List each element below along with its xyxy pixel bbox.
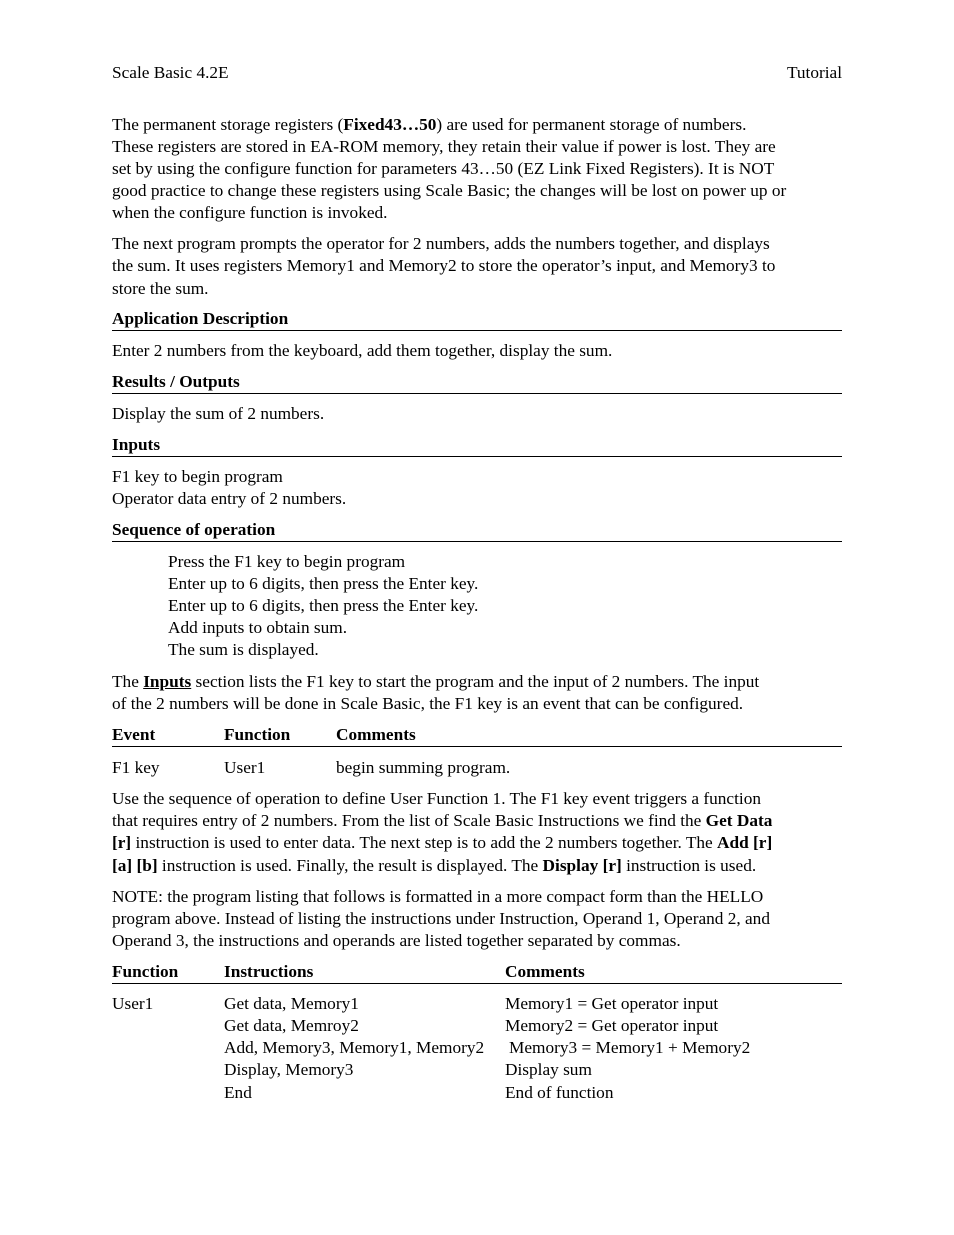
comment-cell: Memory2 = Get operator input [505,1016,719,1035]
text-line: NOTE: the program listing that follows is formatted in a more compact form than the HELLO [112,887,764,906]
text-run: instruction is used to enter data. The next step is to add the 2 numbers together. The [131,833,718,852]
document-section-label: Tutorial [786,63,842,82]
sequence-step: Enter up to 6 digits, then press the Enter key. [168,574,479,593]
event-table-header [112,725,842,747]
text-run: ) are used for permanent storage of numbers. [436,115,747,134]
instruction-cell: End [224,1083,252,1102]
function-column-header: Function [224,725,291,744]
bold-term: Get Data [705,811,773,830]
text-line: of the 2 numbers will be done in Scale Basic, the F1 key is an event that can be configured. [112,694,744,713]
comments-column-header: Comments [336,725,416,744]
instruction-cell: Get data, Memory1 [224,994,359,1013]
text-line [112,810,772,832]
comment-cell: Memory3 = Memory1 + Memory2 [509,1038,751,1057]
text-run: The permanent storage registers ( [112,115,344,134]
section-heading-application-description: Application Description [112,309,842,331]
sequence-step: Add inputs to obtain sum. [168,618,348,637]
text-line: program above. Instead of listing the instructions under Instruction, Operand 1, Operand 2, and [112,909,770,928]
text-line: Use the sequence of operation to define User Function 1. The F1 key event triggers a function [112,789,761,808]
sequence-step: The sum is displayed. [168,640,319,659]
function-table-header [112,962,842,984]
bold-term: Add [r] [717,833,773,852]
section-heading-inputs: Inputs [112,435,842,457]
text-run: The [112,672,144,691]
text-line: the sum. It uses registers Memory1 and Memory2 to store the operator’s input, and Memory3 to [112,256,776,275]
inputs-reference: Inputs [143,672,192,691]
bold-term: Fixed43…50 [343,115,437,134]
bold-term: [r] [112,833,132,852]
comment-cell: End of function [505,1083,614,1102]
section-heading-results: Results / Outputs [112,372,842,394]
text-run: instruction is used. [621,856,757,875]
text-line: set by using the configure function for parameters 43…50 (EZ Link Fixed Registers). It is NOT [112,159,775,178]
text-line [112,114,746,136]
text-run: section lists the F1 key to start the program and the input of 2 numbers. The input [191,672,760,691]
text-line: These registers are stored in EA-ROM memory, they retain their value if power is lost. They are [112,137,776,156]
sequence-step: Press the F1 key to begin program [168,552,406,571]
event-cell: F1 key [112,758,160,777]
sequence-step: Enter up to 6 digits, then press the Enter key. [168,596,479,615]
comment-cell: begin summing program. [336,758,511,777]
text-line [112,855,756,877]
inputs-line: Operator data entry of 2 numbers. [112,489,347,508]
function-name-cell: User1 [112,994,154,1013]
bold-term: Display [r] [542,856,622,875]
document-title: Scale Basic 4.2E [112,63,229,82]
comment-cell: Display sum [505,1060,592,1079]
text-line [112,671,759,693]
comments-column-header: Comments [505,962,585,981]
text-line: store the sum. [112,279,209,298]
text-line: when the configure function is invoked. [112,203,388,222]
text-run: instruction is used. Finally, the result is displayed. The [157,856,543,875]
instruction-cell: Get data, Memroy2 [224,1016,359,1035]
function-cell: User1 [224,758,266,777]
inputs-line: F1 key to begin program [112,467,283,486]
bold-term: [a] [b] [112,856,158,875]
function-column-header: Function [112,962,179,981]
section-heading-sequence: Sequence of operation [112,520,842,542]
text-line: Operand 3, the instructions and operands are listed together separated by commas. [112,931,681,950]
instructions-column-header: Instructions [224,962,314,981]
instruction-cell: Add, Memory3, Memory1, Memory2 [224,1038,485,1057]
text-line [112,832,772,854]
application-description-text: Enter 2 numbers from the keyboard, add them together, display the sum. [112,341,613,360]
text-line: The next program prompts the operator for 2 numbers, adds the numbers together, and displays [112,234,770,253]
comment-cell: Memory1 = Get operator input [505,994,719,1013]
event-column-header: Event [112,725,156,744]
text-run: that requires entry of 2 numbers. From the list of Scale Basic Instructions we find the [112,811,706,830]
instruction-cell: Display, Memory3 [224,1060,354,1079]
results-text: Display the sum of 2 numbers. [112,404,325,423]
text-line: good practice to change these registers using Scale Basic; the changes will be lost on power up or [112,181,787,200]
